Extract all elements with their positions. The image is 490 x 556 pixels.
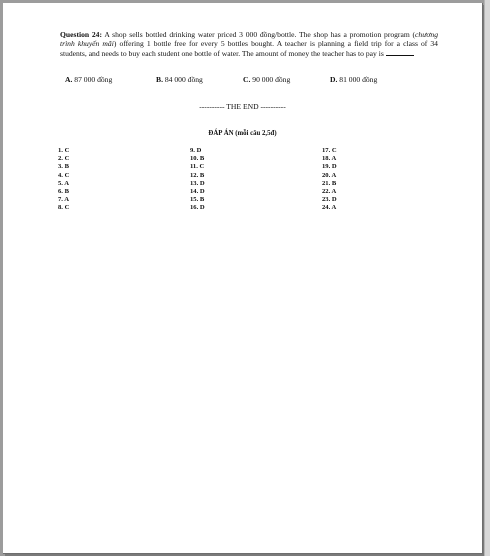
option-letter: B. [156, 75, 163, 84]
question-label: Question 24: [60, 30, 102, 39]
answer-key-item: 13. D [190, 179, 205, 187]
answer-key-item: 20. A [322, 171, 337, 179]
option-letter: C. [243, 75, 251, 84]
answer-key-item: 5. A [58, 179, 69, 187]
answer-key-item: 16. D [190, 204, 205, 212]
answer-key-item: 19. D [322, 163, 337, 171]
answer-key-item: 17. C [322, 147, 337, 154]
option-d [330, 75, 377, 84]
answer-key-item: 9. D [190, 147, 202, 154]
answer-key-item: 7. A [58, 196, 69, 204]
answer-key-item: 21. B [322, 179, 337, 187]
answer-key-item: 14. D [190, 188, 205, 195]
answer-key-item: 12. B [190, 171, 205, 179]
answer-key-item: 23. D [322, 196, 337, 204]
window-scrollbar-edge [484, 0, 490, 556]
answer-key-item: 11. C [190, 163, 205, 171]
question-text-part-1: A shop sells bottled drinking water priced 3 000 đồng/bottle. The shop has a promotion program ( [102, 30, 416, 39]
answer-key-item: 1. C [58, 147, 70, 154]
answer-key-item: 8. C [58, 204, 70, 212]
option-letter: A. [65, 75, 73, 84]
answer-blank [386, 49, 414, 56]
option-value: 90 000 đồng [252, 75, 291, 84]
question-text-part-2: ) offering 1 bottle free for every 5 bottles bought. A teacher is planning a field trip for a class of 34 students, and needs to buy each student one bottle of water. The amount of money the teacher has to pay is [60, 39, 438, 58]
answer-key-item: 15. B [190, 196, 205, 204]
answer-key-item: 24. A [322, 204, 337, 212]
option-c [243, 75, 290, 84]
option-letter: D. [330, 75, 338, 84]
question-italic-term: chương trình khuyến mãi [60, 30, 438, 49]
answer-key-item: 22. A [322, 188, 337, 195]
option-value: 84 000 đồng [164, 75, 203, 84]
the-end-divider: ---------- THE END ---------- [199, 102, 286, 111]
answer-key-item: 4. C [58, 171, 70, 179]
option-b [156, 75, 203, 84]
document-page [3, 3, 483, 554]
answer-key-item: 2. C [58, 155, 70, 163]
question-24 [60, 30, 438, 58]
option-value: 87 000 đồng [74, 75, 113, 84]
answer-key-item: 6. B [58, 188, 69, 195]
answer-key-title: ĐÁP ÁN (mỗi câu 2,5đ) [208, 130, 277, 137]
answer-key-item: 3. B [58, 163, 69, 171]
option-a [65, 75, 112, 84]
answer-key-item: 10. B [190, 155, 205, 163]
answer-key-item: 18. A [322, 155, 337, 163]
option-value: 81 000 đồng [339, 75, 378, 84]
